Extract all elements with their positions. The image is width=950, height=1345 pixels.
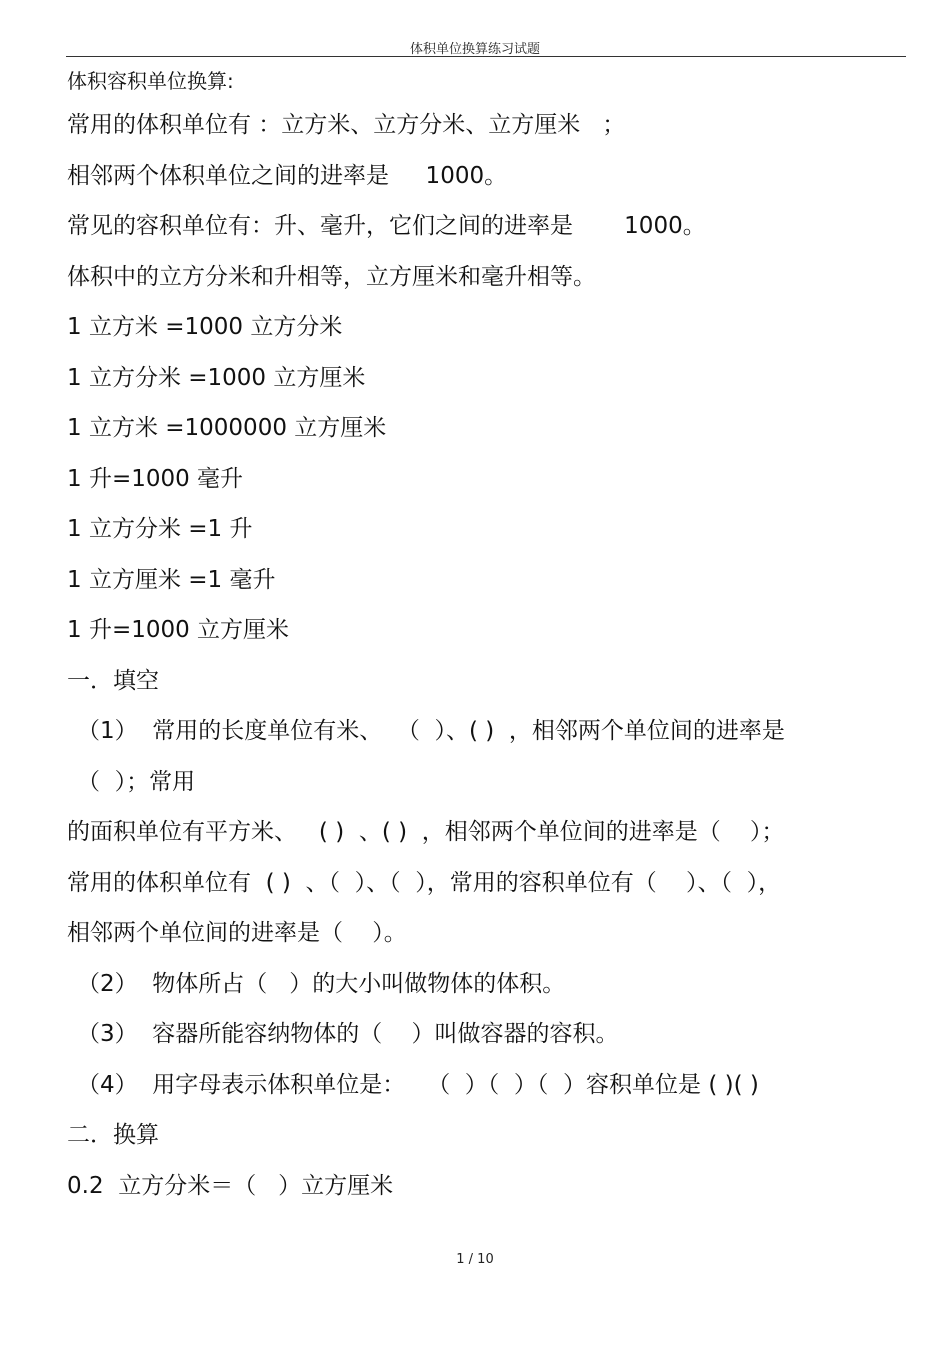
- section-title-conversion: 二．换算: [67, 1122, 159, 1148]
- conversion-line: 1 升=1000 毫升: [67, 465, 244, 492]
- page-number: 1 / 10: [456, 1252, 494, 1267]
- question-2: （2） 物体所占（ ）的大小叫做物体的体积。: [77, 970, 566, 997]
- document-body: [67, 62, 907, 1211]
- text-line: 体积中的立方分米和升相等，立方厘米和毫升相等。: [67, 263, 596, 290]
- question-1-line-4: 常用的体积单位有 ( ) 、（ ）、（ ），常用的容积单位有（ ）、（ ），: [67, 869, 782, 896]
- conversion-line: 1 立方米 =1000000 立方厘米: [67, 415, 387, 441]
- conversion-line: 1 立方分米 =1 升: [67, 516, 253, 542]
- text-line: 相邻两个体积单位之间的进率是 1000。: [67, 162, 508, 189]
- question-4: （4） 用字母表示体积单位是： （ ）（ ）（ ）容积单位是 ( )( ): [77, 1071, 759, 1098]
- question-1-line-3: 的面积单位有平方米、 ( ) 、( ) ，相邻两个单位间的进率是（ ）；: [67, 819, 785, 845]
- question-3: （3） 容器所能容纳物体的（ ）叫做容器的容积。: [77, 1021, 619, 1047]
- section-heading: 体积容积单位换算:: [67, 69, 234, 93]
- header-divider: [66, 56, 906, 57]
- conversion-line: 1 立方厘米 =1 毫升: [67, 566, 276, 593]
- conversion-line: 1 立方米 =1000 立方分米: [67, 314, 343, 340]
- question-1-line-2: （ ）；常用: [77, 768, 196, 795]
- conversion-exercise-1: 0.2 立方分米＝（ ）立方厘米: [67, 1172, 394, 1199]
- question-1-line-1: （1） 常用的长度单位有米、 （ ）、( ) ，相邻两个单位间的进率是: [77, 718, 785, 744]
- text-line: 常用的体积单位有 ：立方米、立方分米、立方厘米 ；: [67, 112, 626, 138]
- section-title-fill-blank: 一．填空: [67, 667, 159, 694]
- conversion-line: 1 升=1000 立方厘米: [67, 617, 290, 643]
- question-1-line-5: 相邻两个单位间的进率是（ ）。: [67, 920, 407, 946]
- text-line: 常见的容积单位有：升、毫升，它们之间的进率是 1000。: [67, 213, 706, 239]
- page-header-title: 体积单位换算练习试题: [409, 42, 540, 57]
- conversion-line: 1 立方分米 =1000 立方厘米: [67, 364, 366, 391]
